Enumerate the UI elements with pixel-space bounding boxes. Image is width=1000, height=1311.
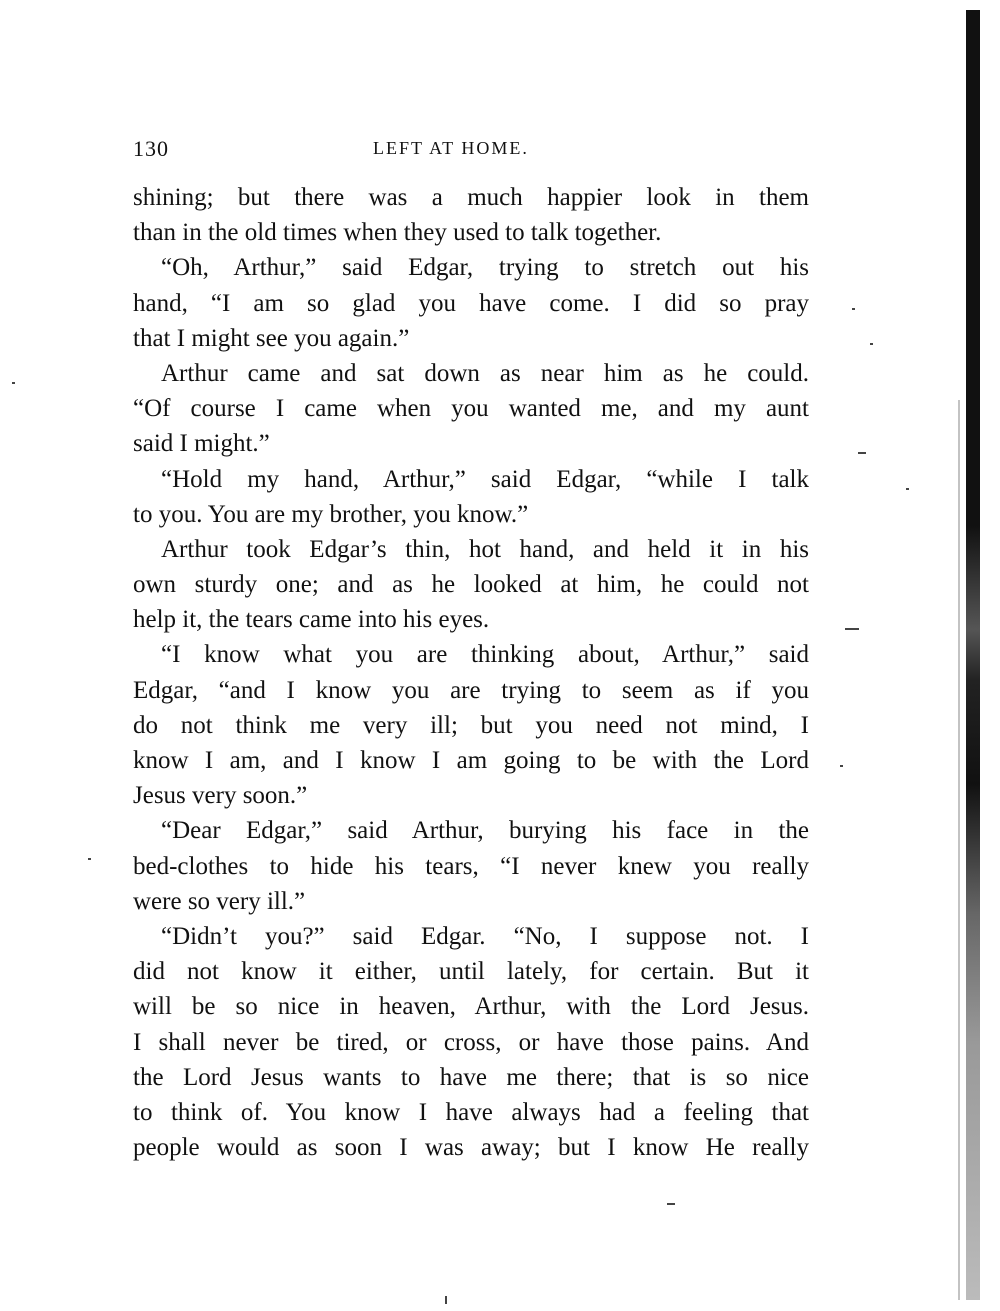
text-line: will be so nice in heaven, Arthur, with the Lord Jesus.	[133, 993, 809, 1021]
scan-speck	[667, 1203, 675, 1205]
scan-speck	[858, 452, 866, 454]
scan-speck	[88, 858, 91, 860]
text-line: “Hold my hand, Arthur,” said Edgar, “while I talk	[161, 465, 809, 493]
text-line: I shall never be tired, or cross, or have those pains. And	[133, 1028, 809, 1056]
text-line: to you. You are my brother, you know.”	[133, 500, 529, 528]
text-line: own sturdy one; and as he looked at him, he could not	[133, 571, 809, 599]
scan-speck	[445, 1296, 447, 1304]
scan-speck	[845, 628, 859, 630]
text-line: “Of course I came when you wanted me, and my aunt	[133, 395, 809, 423]
text-line: “Oh, Arthur,” said Edgar, trying to stretch out his	[161, 254, 809, 282]
text-line: people would as soon I was away; but I know He really	[133, 1134, 809, 1162]
scan-speck	[12, 382, 15, 384]
text-line: know I am, and I know I am going to be with the Lord	[133, 747, 809, 774]
text-line: than in the old times when they used to talk together.	[133, 219, 662, 247]
text-line: “I know what you are thinking about, Arthur,” said	[161, 641, 809, 669]
scan-speck	[852, 308, 855, 310]
text-line: Edgar, “and I know you are trying to seem as if you	[133, 676, 809, 704]
body-text	[133, 180, 809, 1165]
book-spine-edge	[958, 400, 960, 1300]
text-line: help it, the tears came into his eyes.	[133, 606, 490, 634]
text-line: bed-clothes to hide his tears, “I never knew you really	[133, 852, 809, 880]
text-line: do not think me very ill; but you need not mind, I	[133, 711, 809, 739]
running-title: LEFT AT HOME.	[373, 138, 529, 158]
text-line: “Dear Edgar,” said Arthur, burying his face in the	[161, 817, 809, 845]
scan-speck	[840, 765, 843, 767]
scan-speck	[870, 343, 873, 345]
text-line: Jesus very soon.”	[133, 782, 308, 810]
text-line: “Didn’t you?” said Edgar. “No, I suppose not. I	[161, 922, 809, 950]
text-line: that I might see you again.”	[133, 324, 410, 352]
text-line: Arthur came and sat down as near him as he could.	[161, 359, 809, 387]
scan-speck	[906, 488, 909, 490]
text-line: Arthur took Edgar’s thin, hot hand, and held it in his	[161, 535, 809, 563]
text-line: hand, “I am so glad you have come. I did so pray	[133, 289, 809, 317]
text-line: the Lord Jesus wants to have me there; that is so nice	[133, 1063, 809, 1091]
book-spine-shadow	[966, 10, 980, 1300]
text-line: to think of. You know I have always had a feeling that	[133, 1098, 809, 1126]
text-line: shining; but there was a much happier look in them	[133, 184, 809, 211]
text-line: said I might.”	[133, 430, 270, 458]
page-header	[133, 136, 809, 162]
text-line: did not know it either, until lately, for certain. But it	[133, 958, 809, 986]
text-line: were so very ill.”	[133, 887, 306, 915]
page-number: 130	[133, 136, 169, 161]
